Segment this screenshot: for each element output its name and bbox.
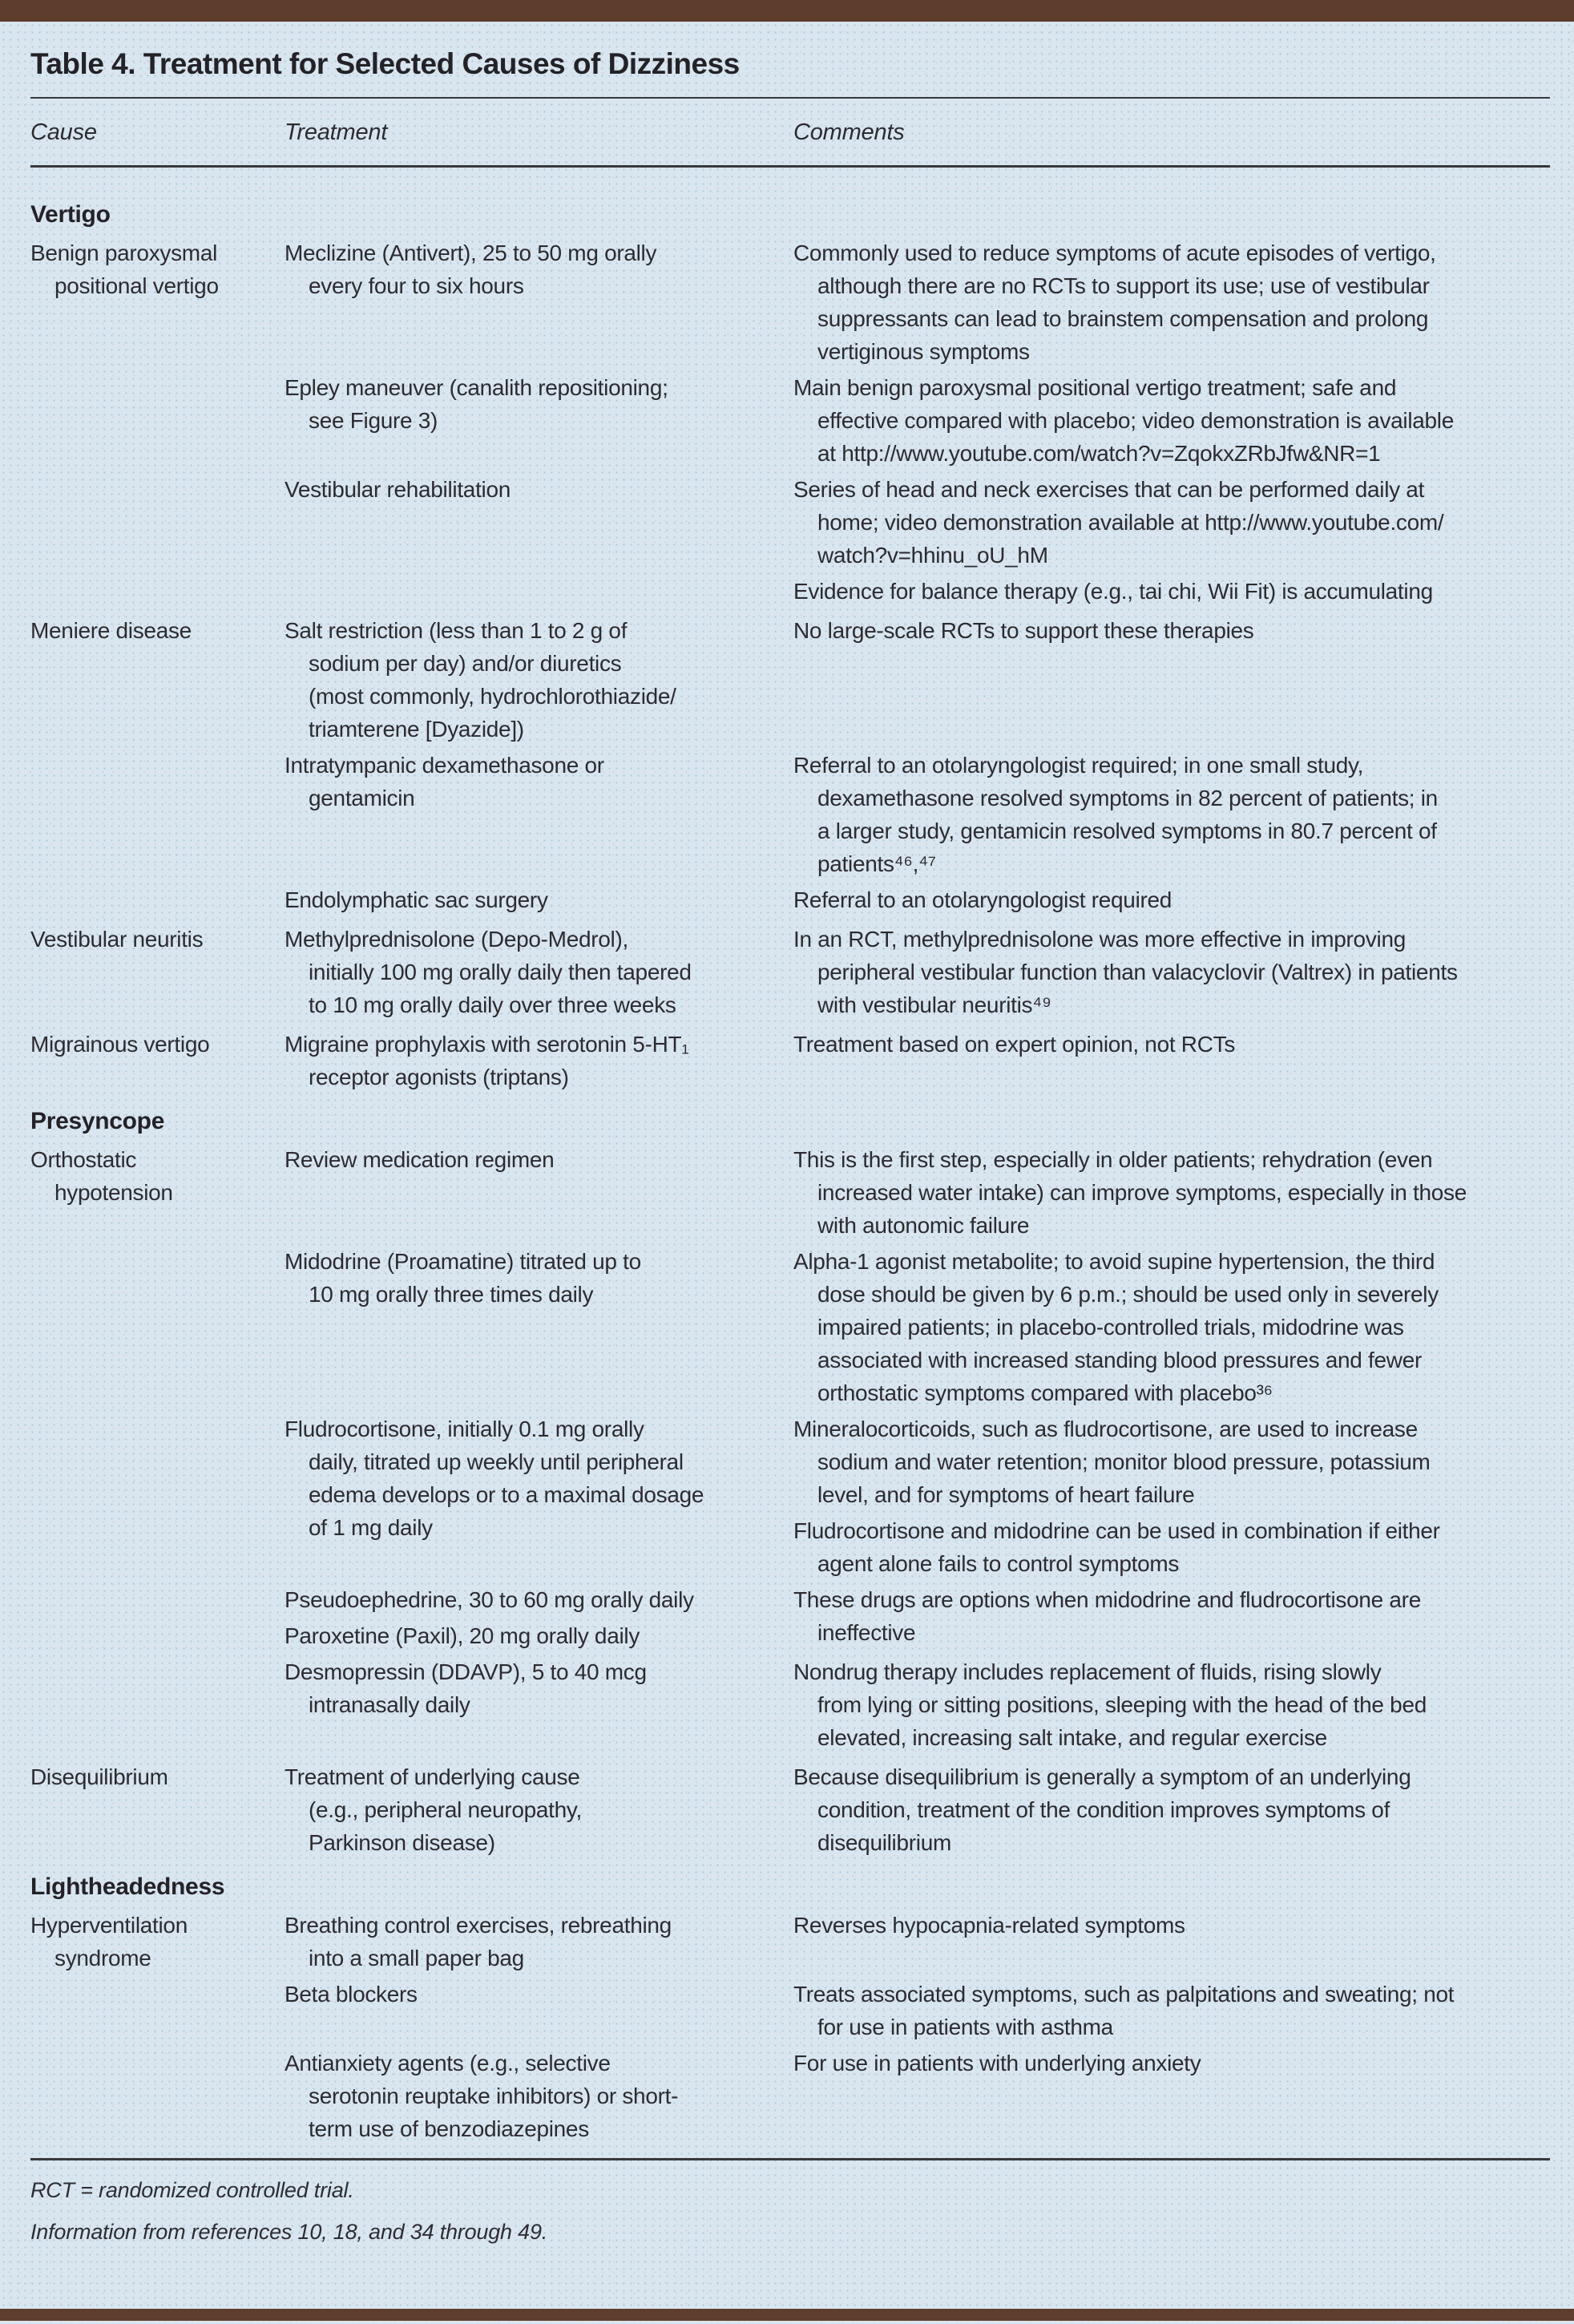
comments-cell [793,883,1550,916]
paragraph [285,1655,793,1721]
paragraph [285,1245,793,1311]
table-title: Table 4. Treatment for Selected Causes of Dizziness [30,47,740,80]
paragraph [793,923,1550,1021]
section-header: Vertigo [30,201,111,228]
paragraph [30,614,285,647]
text-line: hypotension [54,1180,173,1205]
comments-cell [793,1655,1550,1754]
paragraph [30,236,285,302]
treatment-cell [285,1909,793,1974]
footnote-abbreviation: RCT = randomized controlled trial. [30,2178,354,2202]
cause-cell [30,2047,285,2145]
text-line: Nondrug therapy includes replacement of fluids, rising slowly [793,1659,1382,1684]
paragraph [793,1143,1550,1242]
text-line: Evidence for balance therapy (e.g., tai chi, Wii Fit) is accumulating [793,579,1433,604]
comments-cell [793,1760,1550,1859]
text-line: Methylprednisolone (Depo-Medrol), [285,927,628,952]
text-line: impaired patients; in placebo-controlled trials, midodrine was [817,1315,1404,1340]
text-line: watch?v=hhinu_oU_hM [817,543,1048,568]
paragraph [793,1655,1550,1754]
column-header-treatment: Treatment [285,119,388,145]
table-row [30,1413,1550,1580]
text-line: Disequilibrium [30,1764,168,1789]
text-line: (e.g., peripheral neuropathy, [309,1797,582,1822]
text-line: Main benign paroxysmal positional vertigo treatment; safe and [793,375,1397,400]
text-line: These drugs are options when midodrine and fludrocortisone are [793,1587,1421,1612]
text-line: a larger study, gentamicin resolved symptoms in 80.7 percent of [817,818,1437,843]
paragraph [793,749,1550,880]
cause-cell [30,1028,285,1093]
comments-cell [793,923,1550,1021]
cause-cell [30,1245,285,1409]
text-line: triamterene [Dyazide]) [309,717,524,742]
treatment-cell [285,1978,793,2043]
cause-cell [30,473,285,608]
table-row [30,1760,1550,1859]
text-line: Paroxetine (Paxil), 20 mg orally daily [285,1623,640,1648]
text-line: Treatment based on expert opinion, not RCTs [793,1032,1236,1057]
treatment-cell [285,473,793,608]
paragraph [285,1028,793,1093]
text-line: Mineralocorticoids, such as fludrocortisone, are used to increase [793,1417,1418,1441]
comments-cell [793,614,1550,746]
text-line: serotonin reuptake inhibitors) or short- [309,2084,679,2108]
paragraph [793,1028,1550,1061]
text-line: This is the first step, especially in older patients; rehydration (even [793,1147,1433,1172]
title-divider [30,97,1550,99]
text-line: agent alone fails to control symptoms [817,1551,1180,1576]
text-line: with autonomic failure [817,1213,1030,1238]
paragraph [30,1909,285,1974]
table-row [30,1655,1550,1754]
text-line: Fludrocortisone and midodrine can be used in combination if either [793,1518,1440,1543]
comments-cell [793,473,1550,608]
text-line: Breathing control exercises, rebreathing [285,1913,672,1938]
cause-cell [30,1909,285,1974]
paragraph [285,473,793,506]
table-row [30,614,1550,746]
text-line: elevated, increasing salt intake, and regular exercise [817,1725,1327,1750]
paragraph [793,1245,1550,1409]
table-row [30,2047,1550,2145]
cause-cell [30,883,285,916]
cause-cell [30,749,285,880]
text-line: Antianxiety agents (e.g., selective [285,2051,611,2075]
text-line: syndrome [54,1946,151,1970]
text-line: home; video demonstration available at http://www.youtube.com/ [817,510,1444,535]
column-header-comments: Comments [793,119,905,145]
text-line: Commonly used to reduce symptoms of acute episodes of vertigo, [793,240,1436,265]
text-line: positional vertigo [54,273,219,298]
paragraph [285,236,793,302]
text-line: Referral to an otolaryngologist required [793,887,1172,912]
text-line: intranasally daily [309,1692,470,1717]
comments-cell [793,1143,1550,1242]
paragraph [285,749,793,814]
text-line: with vestibular neuritis⁴⁹ [817,992,1051,1017]
text-line: Meclizine (Antivert), 25 to 50 mg orally [285,240,657,265]
treatment-cell [285,614,793,746]
paragraph [285,2047,793,2145]
text-line: Series of head and neck exercises that can be performed daily at [793,477,1425,502]
table-row [30,923,1550,1021]
text-line: Endolymphatic sac surgery [285,887,548,912]
paragraph [285,1143,793,1176]
text-line: see Figure 3) [309,408,438,433]
bottom-border-bar [0,2309,1574,2321]
footer-divider [30,2158,1550,2160]
text-line: For use in patients with underlying anxiety [793,2051,1201,2075]
treatment-cell [285,1413,793,1580]
cause-cell [30,1583,285,1652]
paragraph [30,1760,285,1793]
text-line: peripheral vestibular function than valacyclovir (Valtrex) in patients [817,960,1458,984]
text-line: into a small paper bag [309,1946,524,1970]
table-row [30,236,1550,368]
comments-cell [793,1978,1550,2043]
paragraph [285,1583,793,1616]
paragraph [285,1760,793,1859]
table-row [30,473,1550,608]
comments-cell [793,1413,1550,1580]
text-line: at http://www.youtube.com/watch?v=ZqokxZRbJfw&NR=1 [817,441,1381,466]
header-divider [30,165,1550,168]
paragraph [285,1413,793,1544]
text-line: Vestibular neuritis [30,927,204,952]
text-line: edema develops or to a maximal dosage [309,1482,704,1507]
cause-cell [30,1655,285,1754]
cause-cell [30,923,285,1021]
text-line: dose should be given by 6 p.m.; should be used only in severely [817,1282,1439,1307]
table-body [30,198,1550,2145]
paragraph [285,614,793,746]
table-row [30,1909,1550,1974]
comments-cell [793,1028,1550,1093]
cause-cell [30,614,285,746]
text-line: Pseudoephedrine, 30 to 60 mg orally daily [285,1587,694,1612]
text-line: associated with increased standing blood pressures and fewer [817,1348,1423,1372]
paragraph [793,1909,1550,1942]
paragraph [793,614,1550,647]
table-row [30,883,1550,916]
section-header: Presyncope [30,1108,165,1134]
treatment-cell [285,923,793,1021]
paragraph [793,236,1550,368]
treatment-cell [285,1655,793,1754]
paragraph [30,923,285,956]
treatment-cell [285,1583,793,1652]
comments-cell [793,1583,1550,1652]
section-header: Lightheadedness [30,1873,225,1900]
text-line: Beta blockers [285,1982,418,2007]
text-line: Treatment of underlying cause [285,1764,580,1789]
text-line: Migrainous vertigo [30,1032,210,1057]
treatment-cell [285,1760,793,1859]
treatment-cell [285,749,793,880]
comments-cell [793,2047,1550,2145]
treatment-cell [285,236,793,368]
paragraph [30,1028,285,1061]
paragraph [793,371,1550,470]
text-line: vertiginous symptoms [817,339,1030,364]
text-line: No large-scale RCTs to support these therapies [793,618,1254,643]
text-line: Orthostatic [30,1147,137,1172]
cause-cell [30,236,285,368]
treatment-cell [285,371,793,470]
comments-cell [793,1909,1550,1974]
table-row [30,1143,1550,1242]
paragraph [793,1583,1550,1649]
text-line: Hyperventilation [30,1913,188,1938]
paragraph [285,923,793,1021]
comments-cell [793,749,1550,880]
cause-cell [30,1760,285,1859]
text-line: to 10 mg orally daily over three weeks [309,992,676,1017]
text-line: from lying or sitting positions, sleeping with the head of the bed [817,1692,1427,1717]
text-line: Meniere disease [30,618,192,643]
treatment-cell [285,1028,793,1093]
text-line: Reverses hypocapnia-related symptoms [793,1913,1185,1938]
paragraph [285,1619,793,1652]
text-line: term use of benzodiazepines [309,2116,589,2141]
table-row [30,1245,1550,1409]
paragraph [285,1909,793,1974]
paragraph [793,2047,1550,2079]
table-row [30,1978,1550,2043]
cause-cell [30,1413,285,1580]
table-row [30,749,1550,880]
text-line: Desmopressin (DDAVP), 5 to 40 mcg [285,1659,647,1684]
paragraph [793,1760,1550,1859]
column-header-cause: Cause [30,119,97,145]
top-border-bar [0,0,1574,22]
text-line: for use in patients with asthma [817,2015,1113,2039]
cause-cell [30,371,285,470]
paragraph [285,1978,793,2011]
text-line: (most commonly, hydrochlorothiazide/ [309,684,676,709]
text-line: initially 100 mg orally daily then tapered [309,960,692,984]
treatment-cell [285,1143,793,1242]
treatment-cell [285,2047,793,2145]
text-line: Intratympanic dexamethasone or [285,753,604,778]
text-line: In an RCT, methylprednisolone was more effective in improving [793,927,1406,952]
text-line: suppressants can lead to brainstem compensation and prolong [817,306,1429,331]
text-line: ineffective [817,1620,916,1645]
text-line: 10 mg orally three times daily [309,1282,594,1307]
text-line: disequilibrium [817,1830,951,1855]
text-line: Alpha-1 agonist metabolite; to avoid supine hypertension, the third [793,1249,1435,1274]
table-row [30,1583,1550,1652]
text-line: Epley maneuver (canalith repositioning; [285,375,668,400]
comments-cell [793,371,1550,470]
paragraph [793,883,1550,916]
text-line: patients⁴⁶,⁴⁷ [817,851,936,876]
comments-cell [793,236,1550,368]
text-line: effective compared with placebo; video demonstration is available [817,408,1455,433]
text-line: Parkinson disease) [309,1830,495,1855]
treatment-cell [285,1245,793,1409]
paragraph [793,1978,1550,2043]
treatment-cell [285,883,793,916]
text-line: Because disequilibrium is generally a symptom of an underlying [793,1764,1411,1789]
text-line: of 1 mg daily [309,1515,433,1540]
table-row [30,371,1550,470]
text-line: sodium and water retention; monitor blood pressure, potassium [817,1449,1431,1474]
text-line: Referral to an otolaryngologist required; in one small study, [793,753,1364,778]
text-line: Salt restriction (less than 1 to 2 g of [285,618,628,643]
text-line: Migraine prophylaxis with serotonin 5-HT₁ [285,1032,689,1057]
text-line: Review medication regimen [285,1147,555,1172]
table-row [30,1028,1550,1093]
paragraph [793,473,1550,572]
paragraph [793,1413,1550,1511]
footnote-source: Information from references 10, 18, and 34 through 49. [30,2220,548,2244]
text-line: Midodrine (Proamatine) titrated up to [285,1249,641,1274]
paragraph [285,883,793,916]
cause-cell [30,1978,285,2043]
text-line: dexamethasone resolved symptoms in 82 percent of patients; in [817,786,1438,810]
paragraph [793,1514,1550,1580]
text-line: Fludrocortisone, initially 0.1 mg orally [285,1417,644,1441]
text-line: increased water intake) can improve symptoms, especially in those [817,1180,1467,1205]
text-line: daily, titrated up weekly until peripheral [309,1449,684,1474]
text-line: gentamicin [309,786,415,810]
text-line: Vestibular rehabilitation [285,477,511,502]
text-line: Treats associated symptoms, such as palpitations and sweating; not [793,1982,1455,2007]
paragraph [30,1143,285,1209]
text-line: although there are no RCTs to support its use; use of vestibular [817,273,1430,298]
text-line: sodium per day) and/or diuretics [309,651,622,676]
column-header-row [30,119,1550,146]
cause-cell [30,1143,285,1242]
paragraph [285,371,793,437]
text-line: Benign paroxysmal [30,240,218,265]
paragraph [793,575,1550,608]
text-line: condition, treatment of the condition improves symptoms of [817,1797,1390,1822]
text-line: orthostatic symptoms compared with placebo³⁶ [817,1380,1273,1405]
text-line: every four to six hours [309,273,524,298]
text-line: receptor agonists (triptans) [309,1065,569,1089]
comments-cell [793,1245,1550,1409]
text-line: level, and for symptoms of heart failure [817,1482,1195,1507]
